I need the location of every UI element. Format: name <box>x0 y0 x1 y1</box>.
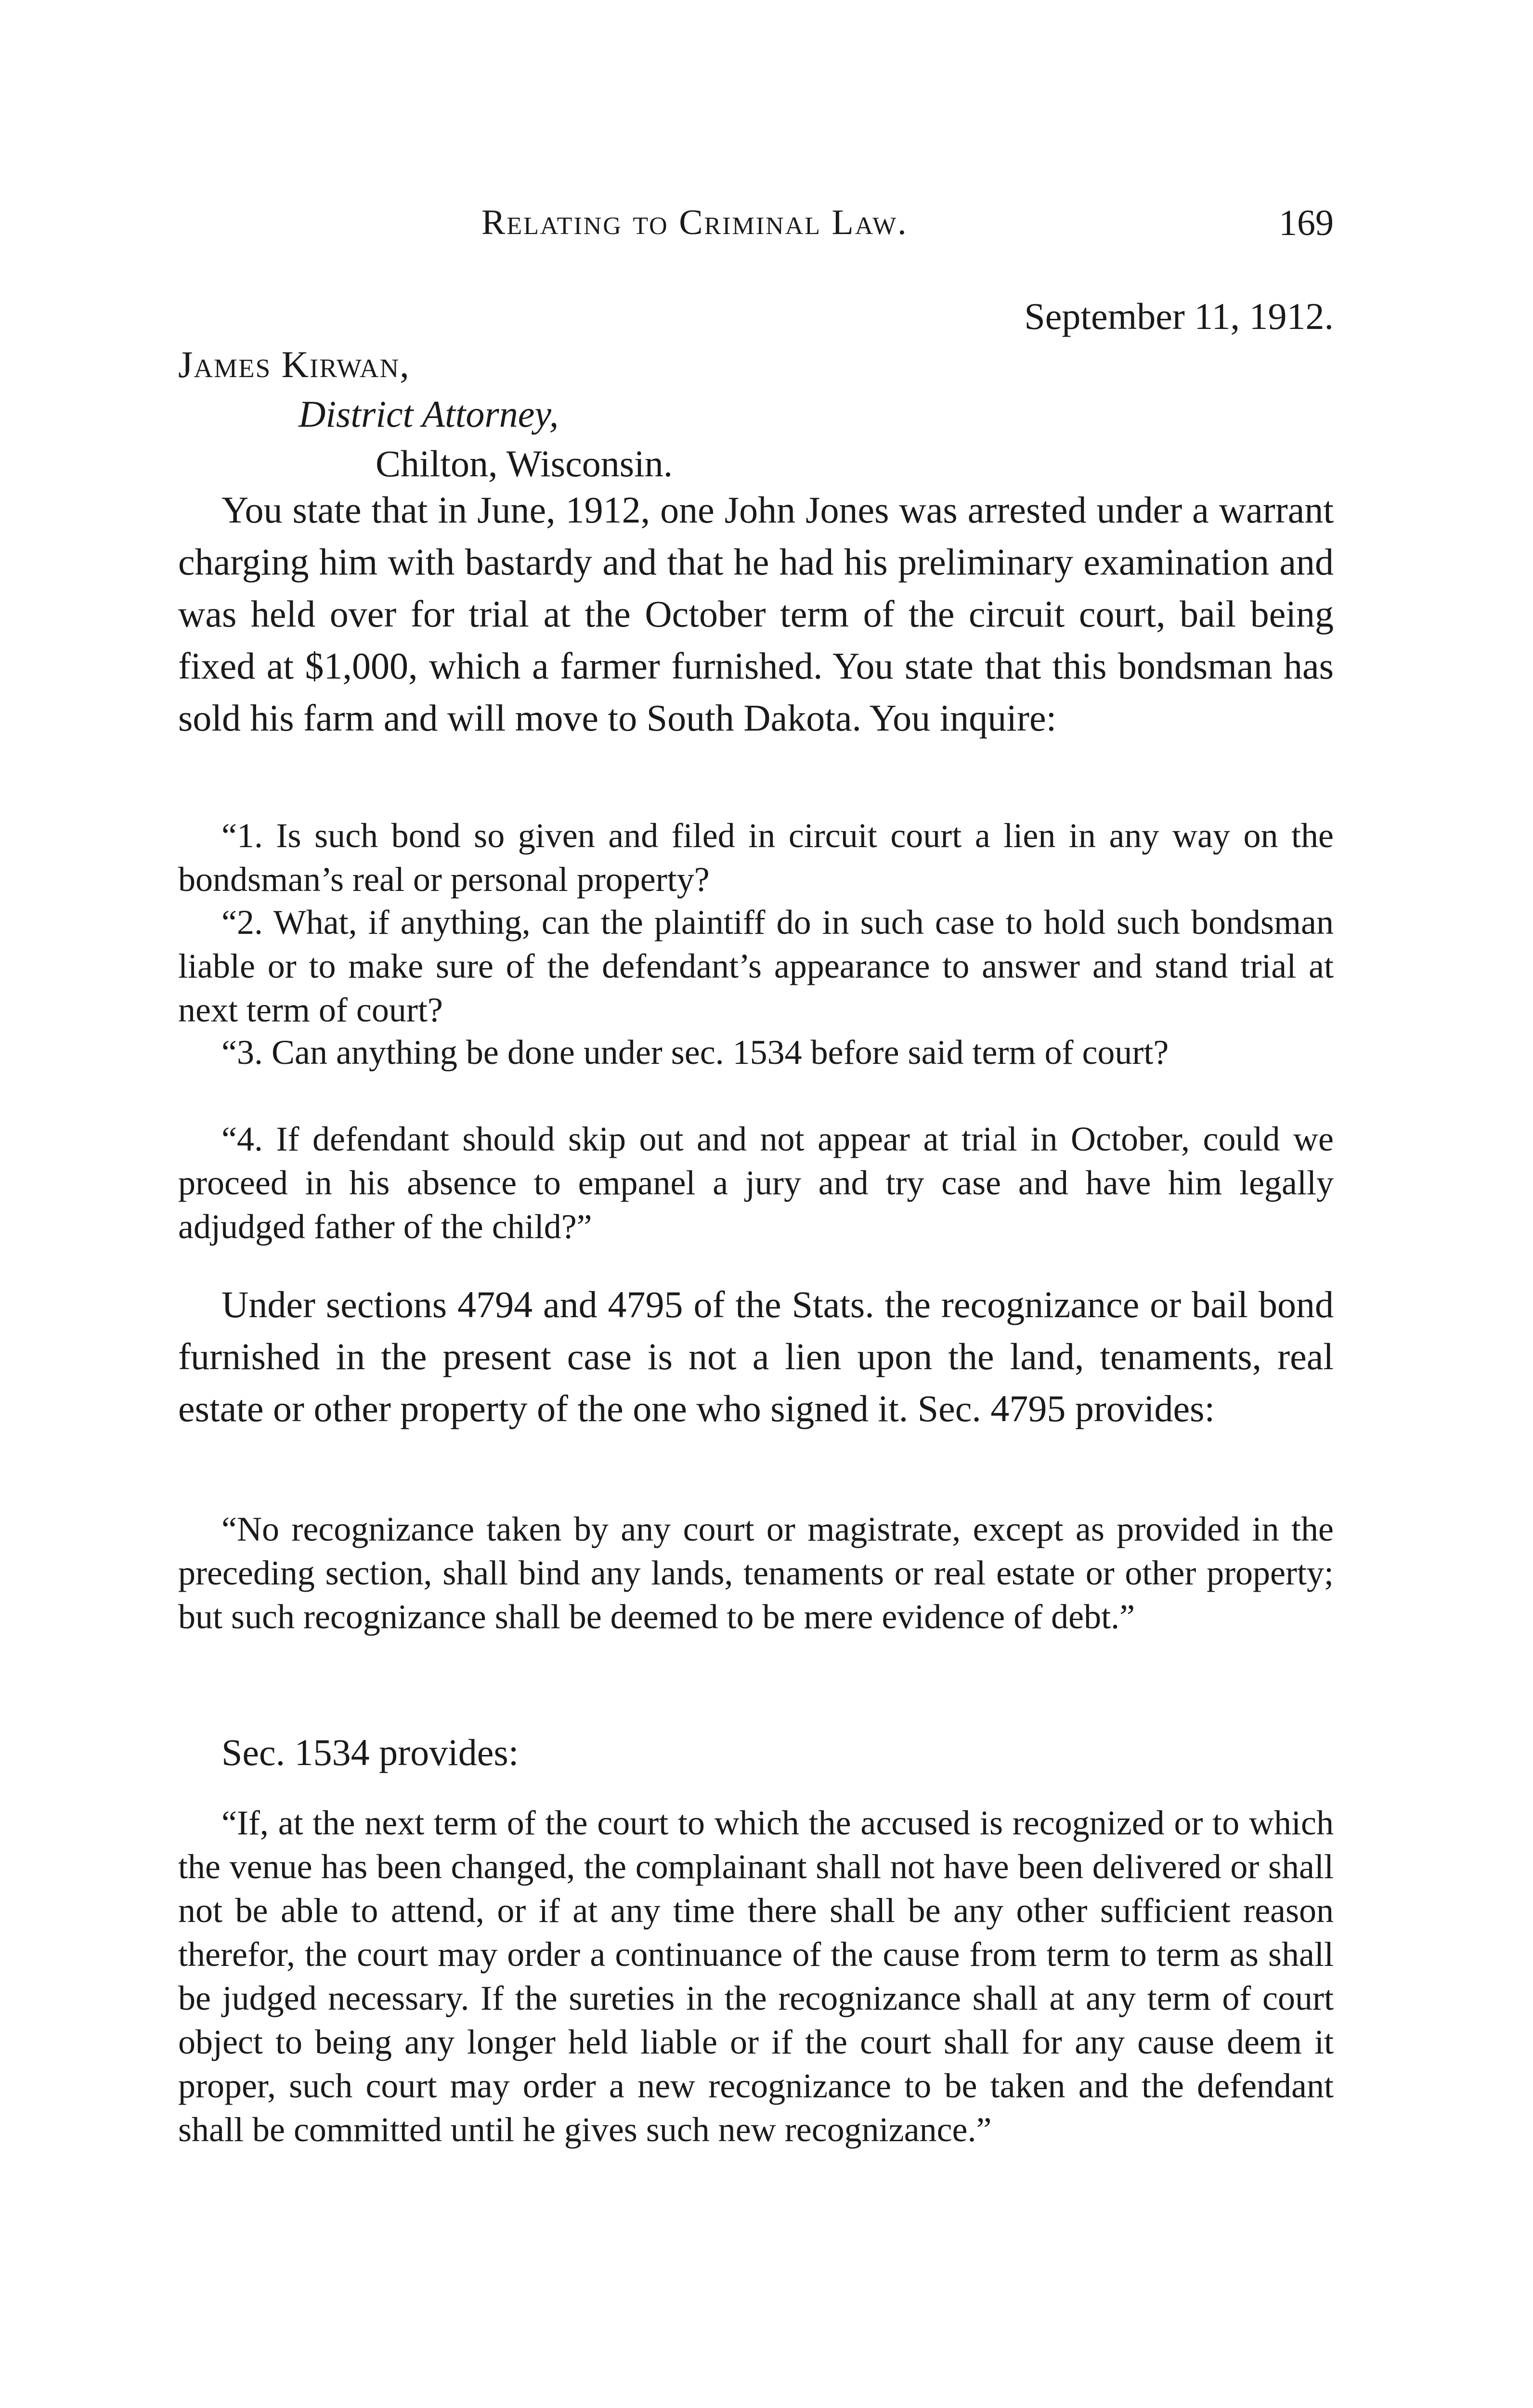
body-paragraph: Under sections 4794 and 4795 of the Stats. the recognizance or bail bond furnished in the present case is not a lien upon the land, tenaments, real estate or other property of the one who signed it. Sec. 4795 provides: <box>178 1283 1334 1429</box>
question-1: “1. Is such bond so given and filed in circuit court a lien in any way on the bondsman’s real or personal property? <box>178 816 1334 899</box>
statute-quote-4795: “No recognizance taken by any court or magistrate, except as provided in the preceding section, shall bind any lands, tenaments or real estate or other property; but such recognizance shall be deemed to be mere evidence of debt.” <box>178 1510 1334 1636</box>
statute-quote-1534: “If, at the next term of the court to which the accused is recognized or to which the venue has been changed, the complainant shall not have been delivered or shall not be able to attend, or if at any time there shall be any other sufficient reason therefor, the court may order a continuance of the cause from term to term as shall be judged necessary. If the sureties in the recognizance shall at any term of court object to being any longer held liable or if the court shall for any cause deem it proper, such court may order a new recognizance to be taken and the defendant shall be committed until he gives such new recognizance.” <box>178 1804 1334 2149</box>
body-paragraph: You state that in June, 1912, one John Jones was arrested under a warrant charging him with bastardy and that he had his preliminary examination and was held over for trial at the October term of the circuit court, bail being fixed at $1,000, which a farmer furnished. You state that this bondsman has sold his farm and will move to South Dakota. You inquire: <box>178 489 1334 739</box>
addressee-name: James Kirwan, <box>178 343 410 385</box>
running-title: Relating to Criminal Law. <box>481 203 908 242</box>
page-number: 169 <box>1279 203 1334 243</box>
question-4: “4. If defendant should skip out and not appear at trial in October, could we proceed in his absence to empanel a jury and try case and have him legally adjudged father of the child?” <box>178 1120 1334 1246</box>
addressee-title: District Attorney, <box>299 393 559 435</box>
question-2: “2. What, if anything, can the plaintiff do in such case to hold such bondsman liable or to make sure of the defendant’s appearance to answer and stand trial at next term of court? <box>178 903 1334 1029</box>
question-3: “3. Can anything be done under sec. 1534 before said term of court? <box>221 1033 1169 1072</box>
running-head <box>178 202 1334 250</box>
page-content <box>178 0 1334 2408</box>
addressee-city: Chilton, Wisconsin. <box>376 443 673 484</box>
body-paragraph: Sec. 1534 provides: <box>221 1731 519 1773</box>
letter-date: September 11, 1912. <box>1024 295 1334 337</box>
